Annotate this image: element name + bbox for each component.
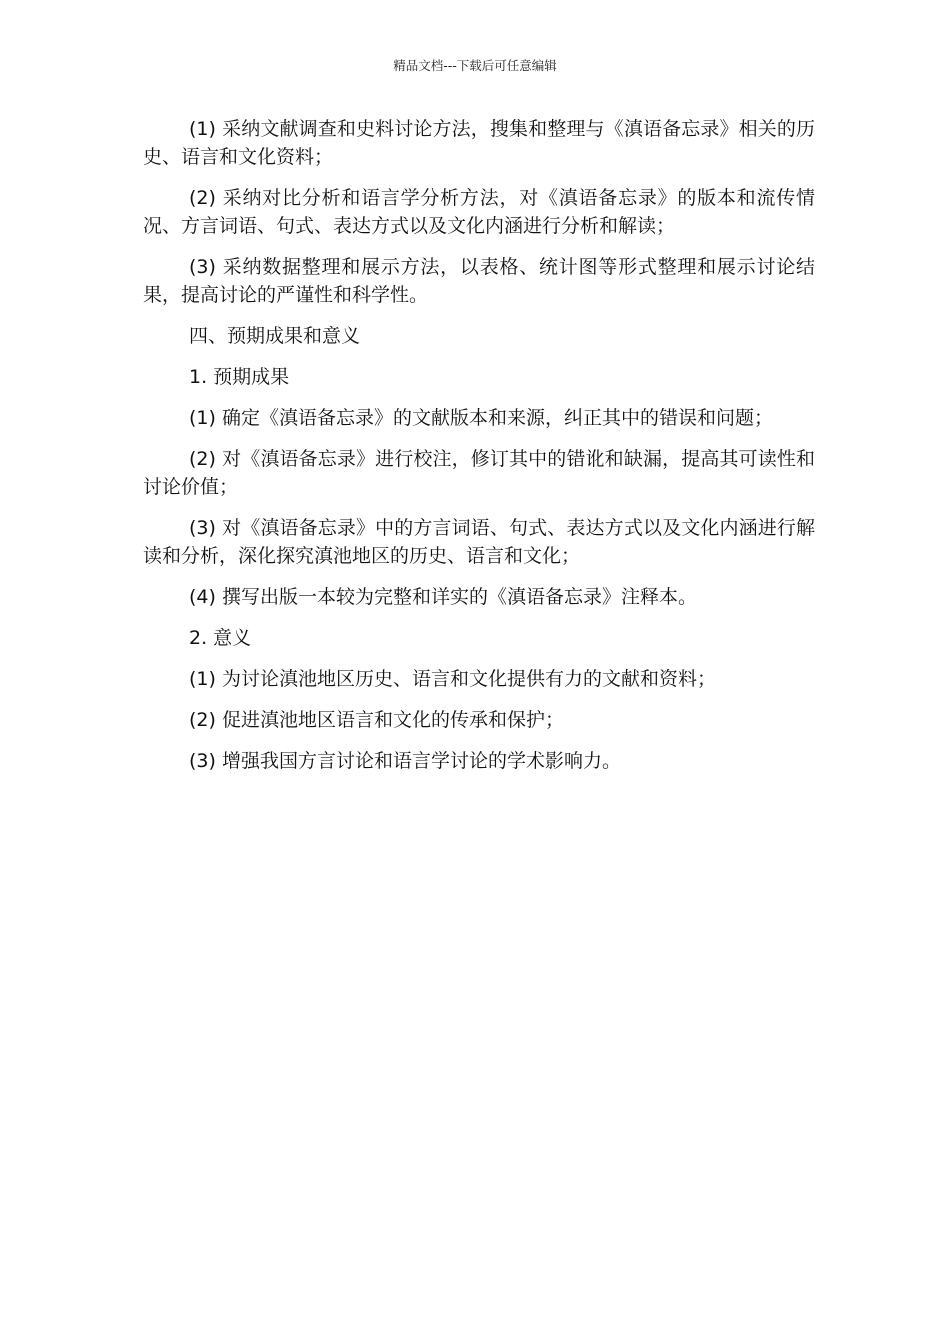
- paragraph-method-2: (2) 采纳对比分析和语言学分析方法，对《滇语备忘录》的版本和流传情况、方言词语、句式、表达方式以及文化内涵进行分析和解读；: [143, 187, 815, 237]
- paragraph-significance-3: (3) 增强我国方言讨论和语言学讨论的学术影响力。: [189, 750, 621, 772]
- section-heading-outcomes: 四、预期成果和意义: [189, 325, 361, 347]
- page-header: 精品文档---下载后可任意编辑: [393, 58, 557, 73]
- paragraph-significance-2: (2) 促进滇池地区语言和文化的传承和保护；: [189, 709, 564, 731]
- paragraph-significance-1: (1) 为讨论滇池地区历史、语言和文化提供有力的文献和资料；: [189, 668, 716, 690]
- paragraph-result-3: (3) 对《滇语备忘录》中的方言词语、句式、表达方式以及文化内涵进行解读和分析，深化探究滇池地区的历史、语言和文化；: [143, 517, 815, 567]
- paragraph-method-3: (3) 采纳数据整理和展示方法，以表格、统计图等形式整理和展示讨论结果，提高讨论的严谨性和科学性。: [143, 256, 815, 306]
- subheading-significance: 2. 意义: [189, 627, 252, 649]
- document-body: [143, 115, 815, 788]
- paragraph-result-2: (2) 对《滇语备忘录》进行校注，修订其中的错讹和缺漏，提高其可读性和讨论价值；: [143, 448, 815, 498]
- paragraph-method-1: (1) 采纳文献调查和史料讨论方法，搜集和整理与《滇语备忘录》相关的历史、语言和文化资料；: [143, 118, 815, 168]
- subheading-expected-results: 1. 预期成果: [189, 366, 290, 388]
- paragraph-result-1: (1) 确定《滇语备忘录》的文献版本和来源，纠正其中的错误和问题；: [189, 407, 773, 429]
- paragraph-result-4: (4) 撰写出版一本较为完整和详实的《滇语备忘录》注释本。: [189, 586, 697, 608]
